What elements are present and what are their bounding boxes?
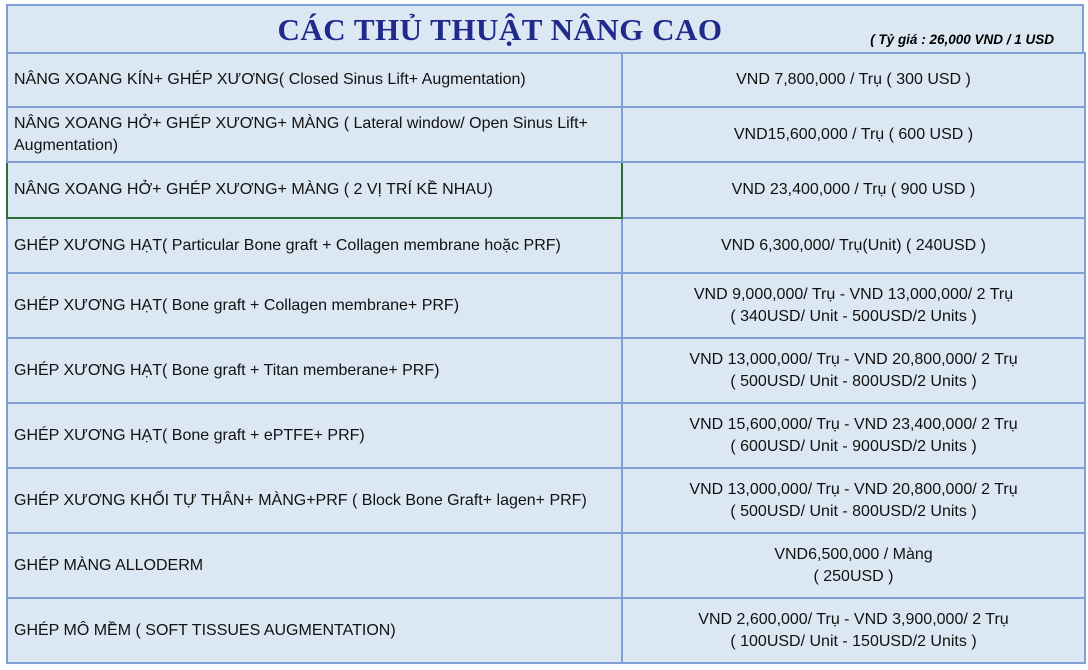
procedure-name[interactable]: NÂNG XOANG HỞ+ GHÉP XƯƠNG+ MÀNG ( 2 VỊ TRÍ KỀ NHAU)	[7, 162, 622, 218]
price-primary: VND 15,600,000/ Trụ - VND 23,400,000/ 2 Trụ	[689, 415, 1018, 433]
table-header	[6, 4, 1084, 52]
procedure-name: GHÉP XƯƠNG KHỐI TỰ THÂN+ MÀNG+PRF ( Block Bone Graft+ lagen+ PRF)	[7, 468, 622, 533]
price-primary: VND15,600,000 / Trụ ( 600 USD )	[733, 125, 974, 143]
price-secondary: ( 250USD )	[813, 567, 894, 585]
price-primary: VND 7,800,000 / Trụ ( 300 USD )	[736, 71, 971, 88]
procedure-name: GHÉP XƯƠNG HẠT( Bone graft + Titan memberane+ PRF)	[7, 338, 622, 403]
procedure-name: GHÉP XƯƠNG HẠT( Bone graft + ePTFE+ PRF)	[7, 403, 622, 468]
procedure-price	[622, 468, 1085, 533]
price-sheet	[6, 4, 1084, 668]
table-row	[7, 468, 1085, 533]
price-primary: VND 9,000,000/ Trụ - VND 13,000,000/ 2 Trụ	[693, 285, 1014, 303]
procedure-name: GHÉP MÀNG ALLODERM	[7, 533, 622, 598]
table-row	[7, 533, 1085, 598]
page-title: CÁC THỦ THUẬT NÂNG CAO	[277, 12, 723, 47]
price-secondary: ( 100USD/ Unit - 150USD/2 Units )	[730, 632, 977, 650]
price-primary: VND 13,000,000/ Trụ - VND 20,800,000/ 2 Trụ	[689, 480, 1018, 498]
procedure-price	[622, 107, 1085, 162]
price-primary: VND 13,000,000/ Trụ - VND 20,800,000/ 2 Trụ	[689, 350, 1018, 368]
procedure-price	[622, 338, 1085, 403]
table-row	[7, 273, 1085, 338]
procedure-price	[622, 218, 1085, 273]
price-secondary: ( 500USD/ Unit - 800USD/2 Units )	[730, 502, 977, 520]
procedure-price	[622, 533, 1085, 598]
procedure-name: NÂNG XOANG HỞ+ GHÉP XƯƠNG+ MÀNG ( Lateral window/ Open Sinus Lift+ Augmentation)	[7, 107, 622, 162]
price-secondary: ( 500USD/ Unit - 800USD/2 Units )	[730, 372, 977, 390]
exchange-rate-note: ( Tỷ giá : 26,000 VND / 1 USD	[870, 32, 1054, 47]
table-row	[7, 218, 1085, 273]
table-row	[7, 403, 1085, 468]
table-row	[7, 107, 1085, 162]
table-row	[7, 598, 1085, 663]
procedure-price	[622, 598, 1085, 663]
price-secondary: ( 340USD/ Unit - 500USD/2 Units )	[730, 307, 977, 325]
procedure-price	[622, 162, 1085, 218]
price-primary: VND 6,300,000/ Trụ(Unit) ( 240USD )	[721, 236, 986, 254]
price-secondary: ( 600USD/ Unit - 900USD/2 Units )	[730, 437, 977, 455]
table-row	[7, 53, 1085, 107]
price-primary: VND 23,400,000 / Trụ ( 900 USD )	[731, 181, 976, 198]
procedure-name: NÂNG XOANG KÍN+ GHÉP XƯƠNG( Closed Sinus Lift+ Augmentation)	[7, 53, 622, 107]
price-table	[6, 52, 1086, 664]
price-primary: VND6,500,000 / Màng	[774, 545, 933, 563]
table-row	[7, 338, 1085, 403]
table-row	[7, 162, 1085, 218]
price-primary: VND 2,600,000/ Trụ - VND 3,900,000/ 2 Trụ	[698, 610, 1009, 628]
procedure-price	[622, 53, 1085, 107]
procedure-name: GHÉP MÔ MỀM ( SOFT TISSUES AUGMENTATION)	[7, 598, 622, 663]
procedure-name: GHÉP XƯƠNG HẠT( Bone graft + Collagen membrane+ PRF)	[7, 273, 622, 338]
procedure-price	[622, 403, 1085, 468]
procedure-name: GHÉP XƯƠNG HẠT( Particular Bone graft + Collagen membrane hoặc PRF)	[7, 218, 622, 273]
procedure-price	[622, 273, 1085, 338]
